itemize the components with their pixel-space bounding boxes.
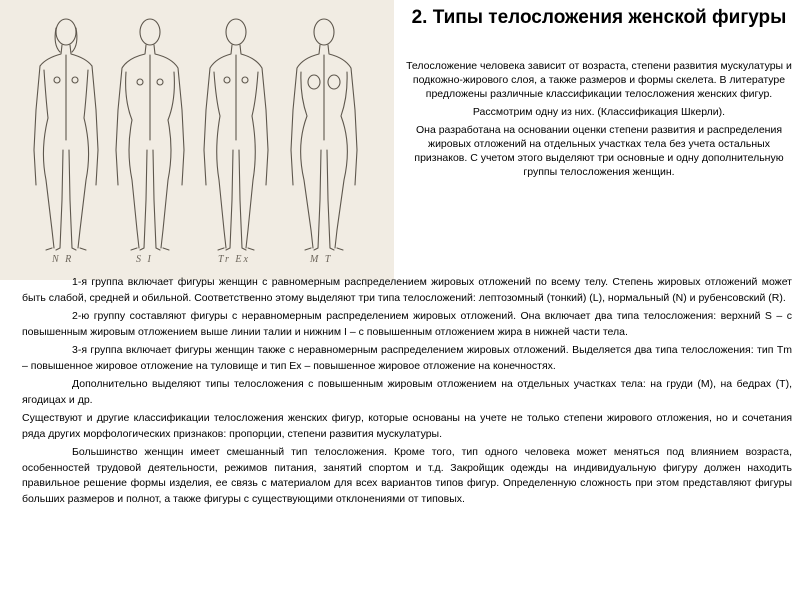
- intro-paragraph-2: Рассмотрим одну из них. (Классификация Шкерли).: [472, 106, 726, 118]
- body-section: [22, 275, 792, 510]
- intro-section: [404, 59, 794, 183]
- page-title: 2. Типы телосложения женской фигуры: [411, 7, 787, 28]
- body-paragraph-1: 1-я группа включает фигуры женщин с равномерным распределением жировых отложений по всему телу. Степень жировых отложений может быть слабой, средней и обильной. Соответственно этому выделяют три типа телосложений: лептозомный (тонкий) (L), нормальный (N) и рубенсовский (R).: [22, 276, 792, 304]
- body-paragraph-3: 3-я группа включает фигуры женщин также с неравномерным распределением жировых отложений. Выделяется два типа телосложения: тип Tm – повышенное жировое отложение на туловище и тип Ex – повышенное жировое отложение на конечностях.: [22, 344, 792, 372]
- figure-label-3: Tr Ex: [218, 254, 250, 265]
- body-paragraph-6: Большинство женщин имеет смешанный тип телосложения. Кроме того, тип одного человека может меняться под влиянием возраста, особенностей трудовой деятельности, режимов питания, занятий спортом и т.д. Закройщик одежды на индивидуальную фигуру должен находить правильное решение формы изделия, ее связь с материалом для всех вариантов типов фигур. Определенную сложность при этом представляют фигуры больших размеров и полнот, а также фигуры с существующими отклонениями от типовых.: [22, 446, 792, 505]
- figure-2: [116, 19, 184, 250]
- figures-drawing: [0, 0, 394, 280]
- body-paragraph-4: Дополнительно выделяют типы телосложения с повышенным жировым отложением на отдельных участках тела: на груди (M), на бедрах (T), ягодицах и др.: [22, 378, 792, 406]
- body-paragraph-2: 2-ю группу составляют фигуры с неравномерным распределением жировых отложений. Она включает два типа телосложения: верхний S – с повышенным жировым отложением выше линии талии и нижним I – с повышенным отложением жира в нижней части тела.: [22, 310, 792, 338]
- figure-label-1: N R: [52, 254, 74, 265]
- figure-label-4: M T: [310, 254, 333, 265]
- intro-paragraph-3: Она разработана на основании оценки степени развития и распределения жировых отложений на отдельных участках тела без учета остальных признаков. С учетом этого выделяют три основные и одну дополнительную группы телосложения женщин.: [414, 124, 784, 178]
- body-types-illustration: [0, 0, 394, 280]
- figure-4: [291, 19, 357, 250]
- body-paragraph-5: Существуют и другие классификации телосложения женских фигур, которые основаны на учете не только степени жирового отложения, но и сочетания ряда других морфологических признаков: пропорции, степени развития мускулатуры.: [22, 412, 792, 440]
- intro-paragraph-1: Телосложение человека зависит от возраста, степени развития мускулатуры и подкожно-жирового слоя, а также размеров и формы скелета. В литературе предложены различные классификации телосложения женских фигур.: [406, 60, 792, 100]
- figure-3: [204, 19, 268, 250]
- figure-1: [34, 19, 98, 250]
- figure-label-2: S I: [136, 254, 153, 265]
